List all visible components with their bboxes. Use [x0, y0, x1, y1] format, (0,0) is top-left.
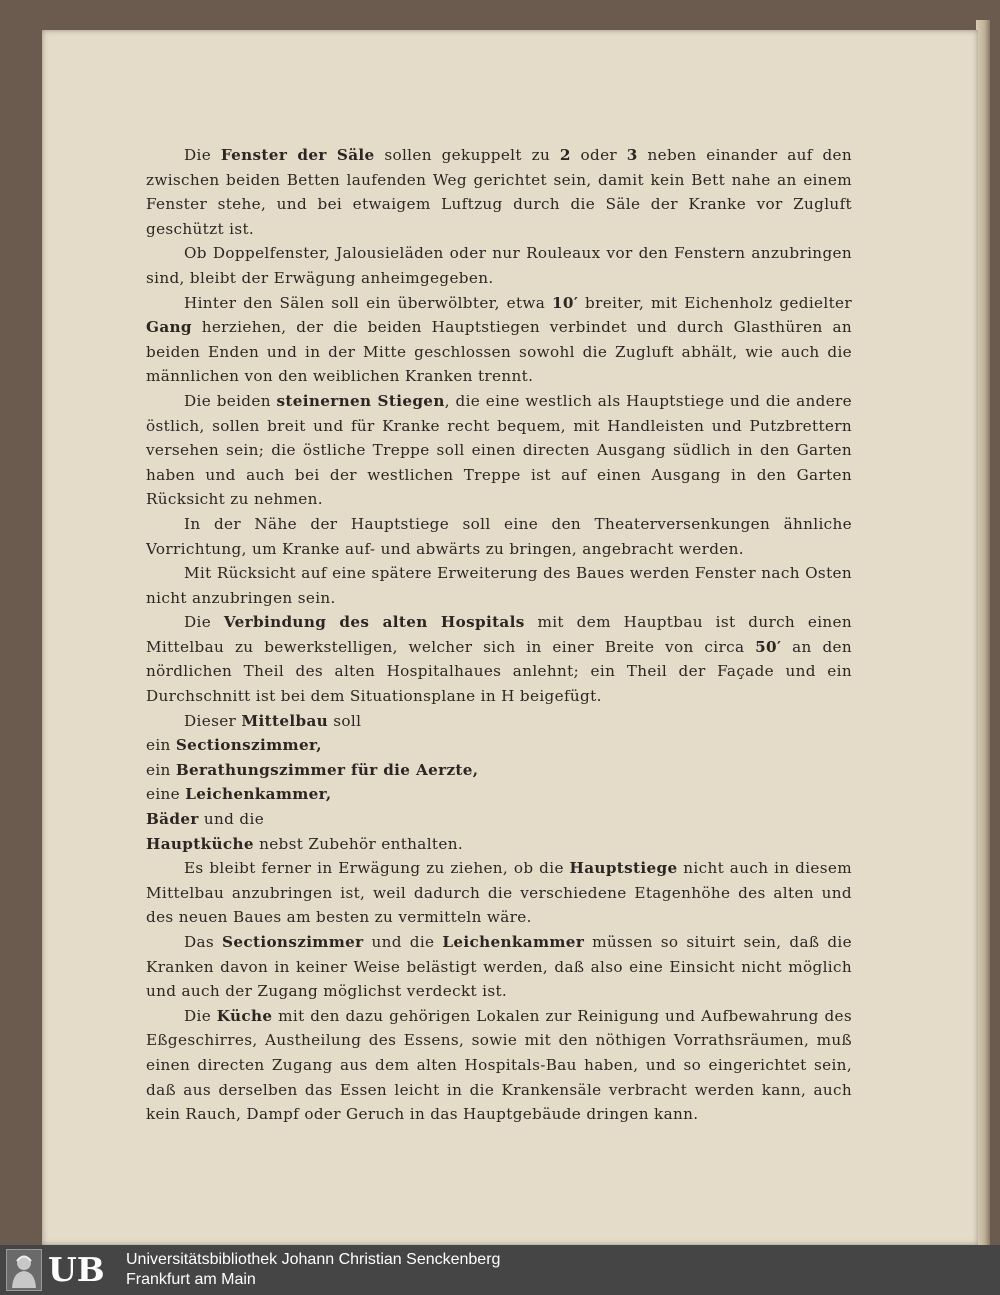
library-footer	[0, 1245, 1000, 1295]
paragraph-fenster: Die Fenster der Säle sollen gekuppelt zu 2 oder 3 neben einander auf den zwischen beiden Betten laufenden Weg gerichtet sein, damit kein Bett nahe an einem Fenster stehe, und bei etwaigem Luftzug durch die Säle der Kranke vor Zugluft geschützt ist.	[146, 146, 853, 238]
paragraph-gang: Hinter den Sälen soll ein überwölbter, etwa 10′ breiter, mit Eichenholz gedielter Gang herziehen, der die beiden Hauptstiegen verbindet und durch Glasthüren an beiden Enden und in der Mitte geschlossen sowohl die Zugluft abhält, wie auch die männlichen von den weiblichen Kranken trennt.	[146, 293, 852, 386]
list-item-baeder: Bäder und die	[146, 810, 265, 829]
page-edge	[976, 20, 990, 1245]
list-item-berathungszimmer: ein Berathungszimmer für die Aerzte,	[146, 760, 479, 779]
paragraph-mittelbau: Dieser Mittelbau soll	[184, 711, 362, 730]
paragraph-verbindung: Die Verbindung des alten Hospitals mit dem Hauptbau ist durch einen Mittelbau zu bewerkstelligen, welcher sich in einer Breite von circa 50′ an den nördlichen Theil des alten Hospitalhaues anlehnt; ein Theil der Façade und ein Durchschnitt ist bei dem Situationsplane in H beigefügt.	[146, 613, 853, 706]
paragraph-situirung: Das Sectionszimmer und die Leichenkammer müssen so situirt sein, daß die Kranken davon in keiner Weise belästigt werden, daß also eine Einsicht nicht möglich und auch der Zugang möglichst verdeckt ist.	[146, 933, 852, 1001]
institution-name[interactable]	[126, 1250, 500, 1290]
list-item-leichenkammer: eine Leichenkammer,	[146, 785, 332, 804]
paragraph-stiegen: Die beiden steinernen Stiegen, die eine westlich als Hauptstiege und die andere östlich, sollen breit und für Kranke recht bequem, mit Handleisten und Putzbrettern versehen sein; die östliche Treppe soll einen directen Ausgang südlich in den Garten haben und auch bei der westlichen Treppe ist auf einen Ausgang in den Garten Rücksicht zu nehmen.	[146, 391, 853, 509]
ub-logo-text: UB	[48, 1250, 105, 1289]
document-body	[146, 143, 852, 1127]
paragraph-hauptstiege: In der Nähe der Hauptstiege soll eine den Theaterversenkungen ähnliche Vorrichtung, um Kranke auf- und abwärts zu bringen, angebracht werden.	[146, 514, 852, 558]
institution-line-1: Universitätsbibliothek Johann Christian Senckenberg	[126, 1251, 501, 1268]
ub-logo[interactable]	[6, 1249, 116, 1291]
list-item-hauptkueche: Hauptküche nebst Zubehör enthalten.	[146, 834, 464, 853]
list-item-sectionszimmer: ein Sectionszimmer,	[146, 736, 322, 755]
paragraph-erwaegung: Es bleibt ferner in Erwägung zu ziehen, ob die Hauptstiege nicht auch in diesem Mittelbau anzubringen ist, weil dadurch die verschiedene Etagenhöhe des alten und des neuen Baues am besten zu vermitteln wäre.	[146, 859, 853, 927]
paragraph-erweiterung: Mit Rücksicht auf eine spätere Erweiterung des Baues werden Fenster nach Osten nicht anzubringen sein.	[146, 564, 852, 607]
senckenberg-portrait-icon	[6, 1249, 42, 1291]
paragraph-kueche: Die Küche mit den dazu gehörigen Lokalen zur Reinigung und Aufbewahrung des Eßgeschirres, Austheilung des Essens, sowie mit den nöthigen Vorrathsräumen, muß einen directen Zugang aus dem alten Hospitals-Bau haben, und so eingerichtet sein, daß aus derselben das Essen leicht in die Krankensäle verbracht werden kann, auch kein Rauch, Dampf oder Geruch in das Hauptgebäude dringen kann.	[146, 1006, 852, 1124]
institution-line-2: Frankfurt am Main	[126, 1271, 256, 1288]
paragraph-doppelfenster: Ob Doppelfenster, Jalousieläden oder nur Rouleaux vor den Fenstern anzubringen sind, bleibt der Erwägung anheimgegeben.	[146, 244, 852, 287]
